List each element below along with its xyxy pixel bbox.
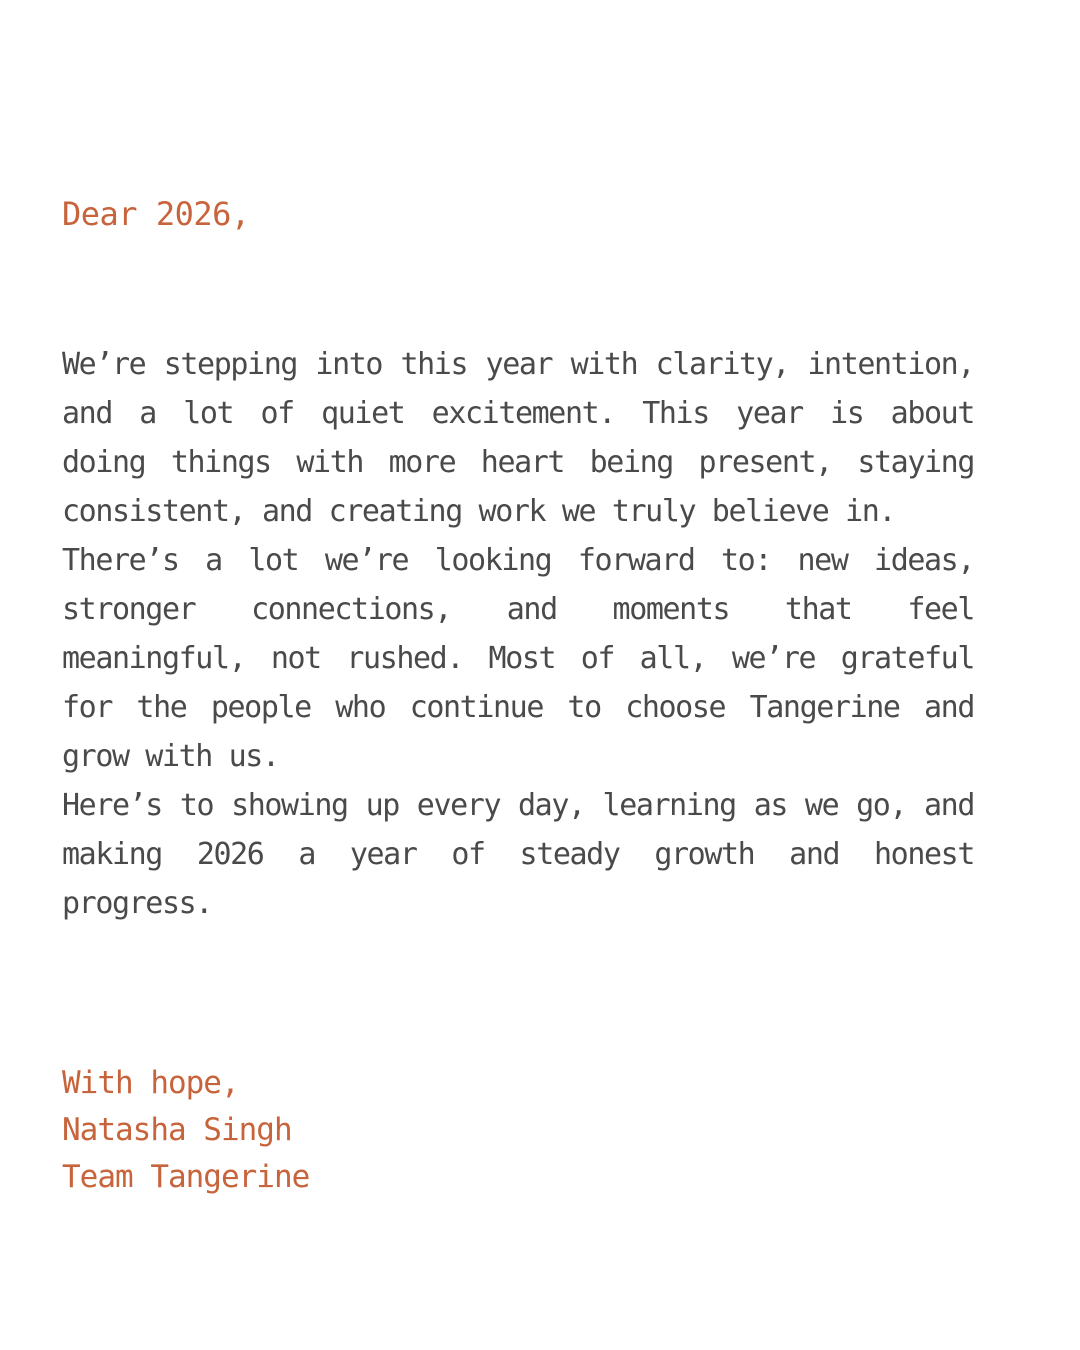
signoff-name: Natasha Singh	[62, 1112, 292, 1148]
signoff-team: Team Tangerine	[62, 1159, 310, 1195]
paragraph-looking-forward: There’s a lot we’re looking forward to: new ideas, stronger connections, and moments that feel meaningful, not rushed. Most of all, we’re grateful for the people who continue to choose Tangerine and grow with us.	[62, 543, 974, 774]
paragraph-closing-wish: Here’s to showing up every day, learning as we go, and making 2026 a year of steady growth and honest progress.	[62, 788, 974, 921]
paragraph-intro: We’re stepping into this year with clarity, intention, and a lot of quiet excitement. This year is about doing things with more heart being present, staying consistent, and creating work we truly believe in.	[62, 347, 974, 529]
letter-body	[62, 340, 974, 928]
signoff-closing: With hope,	[62, 1065, 239, 1101]
salutation: Dear 2026,	[62, 195, 250, 233]
letter	[62, 0, 974, 1350]
signoff	[62, 1060, 309, 1201]
